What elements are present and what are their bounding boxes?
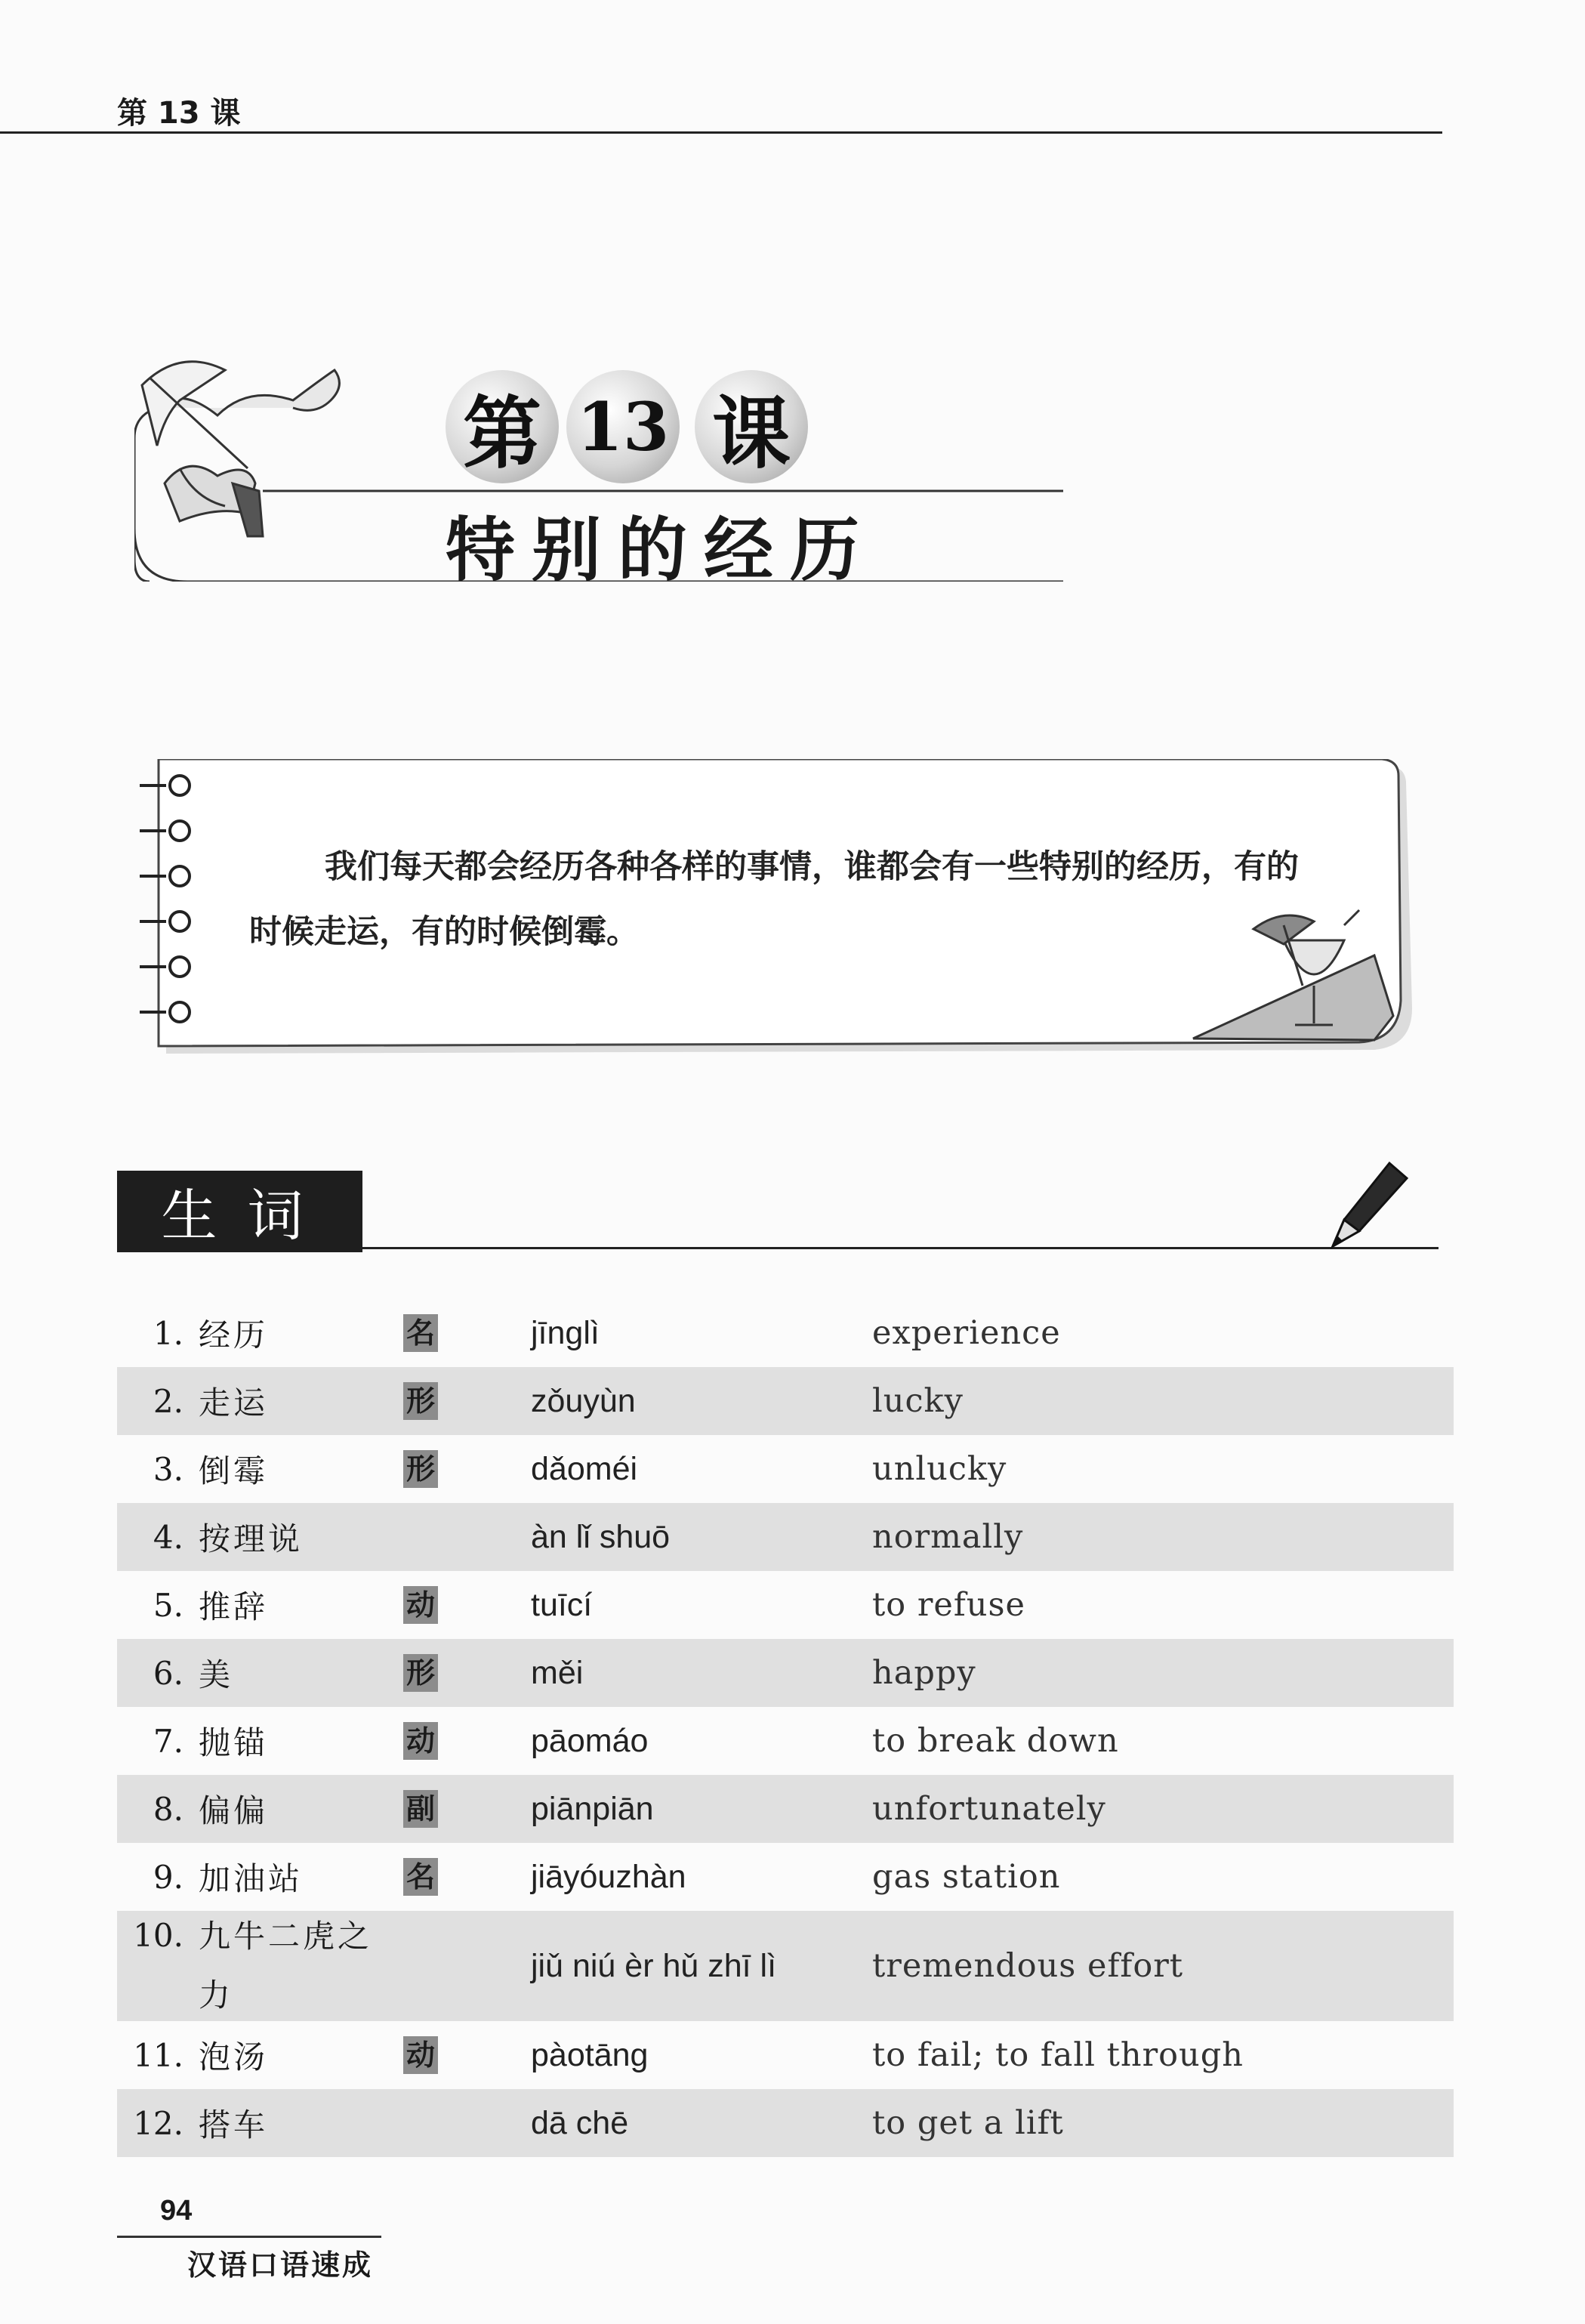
part-of-speech-badge: 名	[403, 1858, 438, 1896]
part-of-speech-badge: 形	[403, 1382, 438, 1420]
vocab-word: 按理说	[199, 1520, 304, 1557]
vocab-pinyin: dā chē	[531, 2104, 629, 2141]
vocab-pinyin: jiǔ niú èr hǔ zhī lì	[531, 1947, 777, 1984]
vocab-row	[117, 1639, 1454, 1707]
lesson-title-prefix: 第	[446, 370, 559, 483]
part-of-speech-badge: 动	[403, 1586, 438, 1624]
vocab-row	[117, 2021, 1454, 2089]
vocab-row	[117, 1707, 1454, 1775]
vocab-number: 8.	[153, 1790, 183, 1828]
part-of-speech-badge: 动	[403, 1722, 438, 1760]
vocab-pinyin: pàotāng	[531, 2036, 649, 2073]
vocab-pinyin: piānpiān	[531, 1790, 654, 1827]
part-of-speech-badge: 形	[403, 1450, 438, 1488]
part-of-speech-badge: 副	[403, 1790, 438, 1828]
vocab-pinyin: pāomáo	[531, 1722, 649, 1759]
part-of-speech-badge: 动	[403, 2036, 438, 2074]
vocab-pinyin: jīnglì	[531, 1314, 600, 1351]
vocab-number: 4.	[153, 1518, 183, 1556]
vocab-word: 抛锚	[199, 1724, 269, 1761]
vocab-number: 5.	[153, 1586, 183, 1624]
vocab-row	[117, 1367, 1454, 1435]
vocab-english: happy	[872, 1654, 976, 1692]
vocab-row	[117, 1299, 1454, 1367]
vocab-word: 偏偏	[199, 1792, 269, 1829]
page-number: 94	[160, 2195, 193, 2227]
vocab-word: 美	[199, 1656, 234, 1693]
vocab-english: unfortunately	[872, 1790, 1106, 1828]
vocab-english: lucky	[872, 1382, 964, 1420]
vocab-number: 7.	[153, 1722, 183, 1760]
vocab-pinyin: jiāyóuzhàn	[531, 1858, 686, 1895]
running-header: 第 13 课	[117, 96, 241, 131]
vocab-row	[117, 1571, 1454, 1639]
vocab-english: to get a lift	[872, 2104, 1064, 2142]
vocab-section-title: 生词	[117, 1171, 362, 1252]
vocab-row	[117, 1775, 1454, 1843]
vocab-english: unlucky	[872, 1450, 1007, 1488]
vocab-row	[117, 2089, 1454, 2157]
vocab-word: 推辞	[199, 1588, 269, 1625]
vocab-word: 泡汤	[199, 2039, 269, 2076]
vocab-word: 加油站	[199, 1860, 304, 1897]
vocab-pinyin: àn lǐ shuō	[531, 1518, 671, 1555]
vocab-number: 11.	[133, 2036, 183, 2074]
part-of-speech-badge: 形	[403, 1654, 438, 1692]
vocab-number: 1.	[153, 1314, 183, 1352]
vocab-pinyin: měi	[531, 1654, 584, 1691]
vocab-word: 倒霉	[199, 1452, 269, 1489]
vocab-row	[117, 1843, 1454, 1911]
vocab-english: tremendous effort	[872, 1947, 1184, 1985]
vocab-number: 9.	[153, 1858, 183, 1896]
book-title: 汉语口语速成	[187, 2248, 374, 2282]
vocab-number: 10.	[133, 1917, 183, 1954]
vocab-row	[117, 1435, 1454, 1503]
vocab-english: to refuse	[872, 1586, 1025, 1624]
lesson-subtitle: 特别的经历	[446, 510, 877, 591]
vocab-section-rule	[362, 1247, 1439, 1249]
vocab-word: 经历	[199, 1316, 269, 1353]
pencil-icon	[1318, 1156, 1408, 1254]
part-of-speech-badge: 名	[403, 1314, 438, 1352]
vocab-word: 九牛二虎之力	[199, 1918, 373, 2014]
vocab-number: 2.	[153, 1382, 183, 1420]
vocab-english: to break down	[872, 1722, 1119, 1760]
vocab-number: 6.	[153, 1654, 183, 1692]
vocab-english: normally	[872, 1518, 1024, 1556]
scroll-quill-icon	[134, 362, 339, 582]
footer-rule	[117, 2236, 381, 2238]
header-rule	[0, 131, 1442, 134]
lesson-title-suffix: 课	[695, 370, 808, 483]
vocab-pinyin: zǒuyùn	[531, 1382, 636, 1419]
vocab-english: experience	[872, 1314, 1061, 1352]
lesson-number: 13	[566, 370, 680, 483]
vocab-row	[117, 1503, 1454, 1571]
vocab-list	[117, 1299, 1454, 2157]
vocab-number: 3.	[153, 1450, 183, 1488]
vocab-word: 走运	[199, 1384, 269, 1421]
vocab-english: to fail; to fall through	[872, 2036, 1244, 2074]
vocab-row	[117, 1911, 1454, 2021]
vocab-pinyin: dǎoméi	[531, 1450, 638, 1487]
vocab-english: gas station	[872, 1858, 1061, 1896]
vocab-number: 12.	[133, 2104, 183, 2142]
vocab-pinyin: tuīcí	[531, 1586, 593, 1623]
vocab-word: 搭车	[199, 2106, 269, 2143]
intro-text: 我们每天都会经历各种各样的事情，谁都会有一些特别的经历，有的时候走运，有的时候倒霉。	[249, 848, 1299, 951]
